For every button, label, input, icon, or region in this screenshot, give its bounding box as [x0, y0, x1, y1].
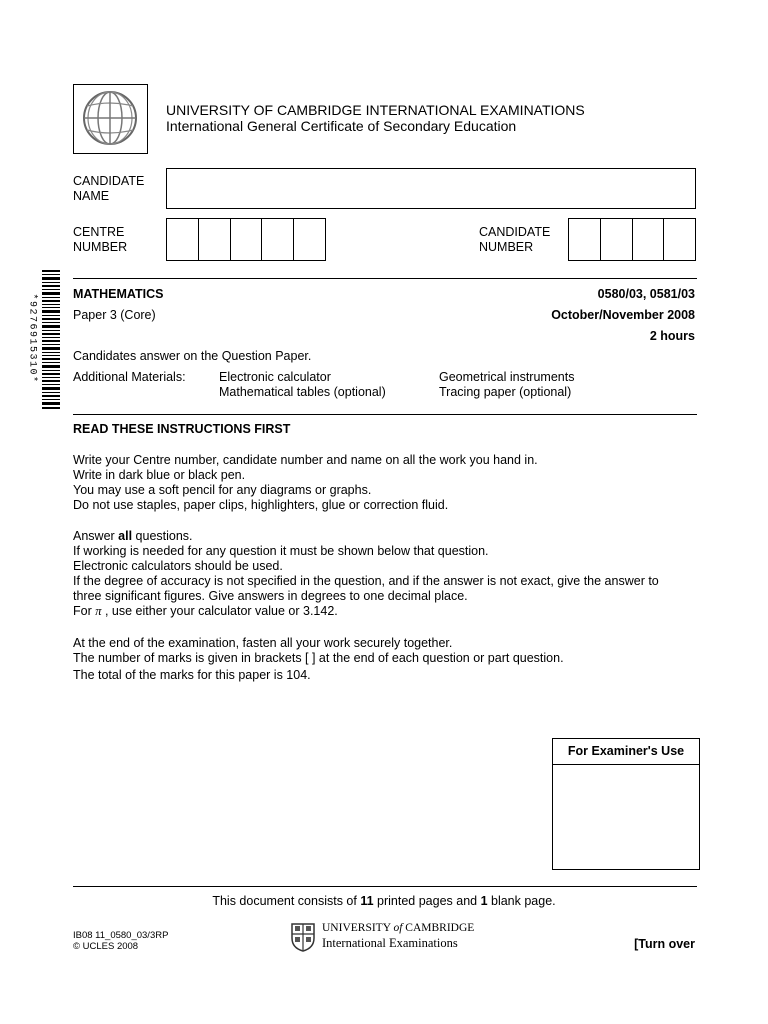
instructions-block-2	[73, 529, 703, 619]
instruction-line: Write in dark blue or black pen.	[73, 468, 246, 482]
centre-number-cell[interactable]	[199, 219, 231, 260]
crest-icon	[290, 922, 316, 952]
paper-codes: 0580/03, 0581/03	[597, 287, 695, 301]
material-item: Geometrical instruments	[439, 370, 575, 384]
instruction-line: If the degree of accuracy is not specified in the question, and if the answer is not exact, give the answer to	[73, 574, 659, 588]
candidate-name-label: CANDIDATE NAME	[73, 174, 145, 203]
additional-materials-label: Additional Materials:	[73, 370, 186, 384]
centre-number-field[interactable]	[166, 218, 326, 261]
paper-title: Paper 3 (Core)	[73, 308, 156, 322]
page-count-text: This document consists of 11 printed pages and 1 blank page.	[212, 894, 556, 908]
instructions-heading: READ THESE INSTRUCTIONS FIRST	[73, 422, 291, 436]
material-item: Tracing paper (optional)	[439, 385, 572, 399]
centre-number-label: CENTRE NUMBER	[73, 225, 128, 254]
material-item: Electronic calculator	[219, 370, 331, 384]
candidate-number-cell[interactable]	[569, 219, 601, 260]
divider	[73, 278, 697, 279]
answer-on-text: Candidates answer on the Question Paper.	[73, 349, 312, 363]
exam-session: October/November 2008	[551, 308, 695, 322]
logo-exams-line: International Examinations	[322, 936, 458, 950]
instruction-line: If working is needed for any question it must be shown below that question.	[73, 544, 489, 558]
instruction-line: Electronic calculators should be used.	[73, 559, 283, 573]
divider	[73, 414, 697, 415]
footer-divider	[73, 886, 697, 887]
examiner-use-title: For Examiner's Use	[553, 739, 699, 765]
subject: MATHEMATICS	[73, 287, 164, 301]
turn-over: [Turn over	[634, 937, 695, 951]
candidate-name-field[interactable]	[166, 168, 696, 209]
candidate-number-field[interactable]	[568, 218, 696, 261]
cambridge-logo	[290, 921, 490, 955]
instruction-line: Do not use staples, paper clips, highlighters, glue or correction fluid.	[73, 498, 449, 512]
centre-number-cell[interactable]	[231, 219, 263, 260]
barcode-bars	[40, 270, 62, 410]
instruction-line: You may use a soft pencil for any diagrams or graphs.	[73, 483, 372, 497]
certificate-heading: International General Certificate of Secondary Education	[166, 118, 517, 134]
instruction-line: three significant figures. Give answers in degrees to one decimal place.	[73, 589, 468, 603]
centre-number-cell[interactable]	[262, 219, 294, 260]
instruction-line: Write your Centre number, candidate number and name on all the work you hand in.	[73, 453, 538, 467]
instruction-line: At the end of the examination, fasten all your work securely together.	[73, 636, 453, 650]
university-heading: UNIVERSITY OF CAMBRIDGE INTERNATIONAL EXAMINATIONS	[166, 102, 585, 118]
instruction-line: For π , use either your calculator value or 3.142.	[73, 604, 338, 618]
logo-university-line: UNIVERSITY of CAMBRIDGE	[322, 922, 475, 934]
exam-duration: 2 hours	[649, 329, 695, 343]
candidate-number-cell[interactable]	[664, 219, 695, 260]
candidate-number-cell[interactable]	[633, 219, 665, 260]
examiner-use-space[interactable]	[553, 765, 699, 869]
instruction-line: The total of the marks for this paper is 104.	[73, 668, 311, 682]
barcode-text: *9276915310*	[26, 293, 38, 384]
instructions-block-3	[73, 636, 703, 683]
copyright: © UCLES 2008	[73, 941, 139, 952]
globe-icon	[74, 85, 147, 153]
instruction-line: The number of marks is given in brackets [ ] at the end of each question or part question.	[73, 651, 564, 665]
instruction-line: Answer all questions.	[73, 529, 193, 543]
material-item: Mathematical tables (optional)	[219, 385, 386, 399]
candidate-number-cell[interactable]	[601, 219, 633, 260]
examiner-use-box	[552, 738, 700, 870]
globe-logo-frame	[73, 84, 148, 154]
centre-number-cell[interactable]	[294, 219, 325, 260]
instructions-block-1	[73, 453, 703, 513]
paper-reference: IB08 11_0580_03/3RP	[73, 930, 169, 941]
barcode	[40, 270, 62, 410]
centre-number-cell[interactable]	[167, 219, 199, 260]
candidate-number-label: CANDIDATE NUMBER	[479, 225, 551, 254]
